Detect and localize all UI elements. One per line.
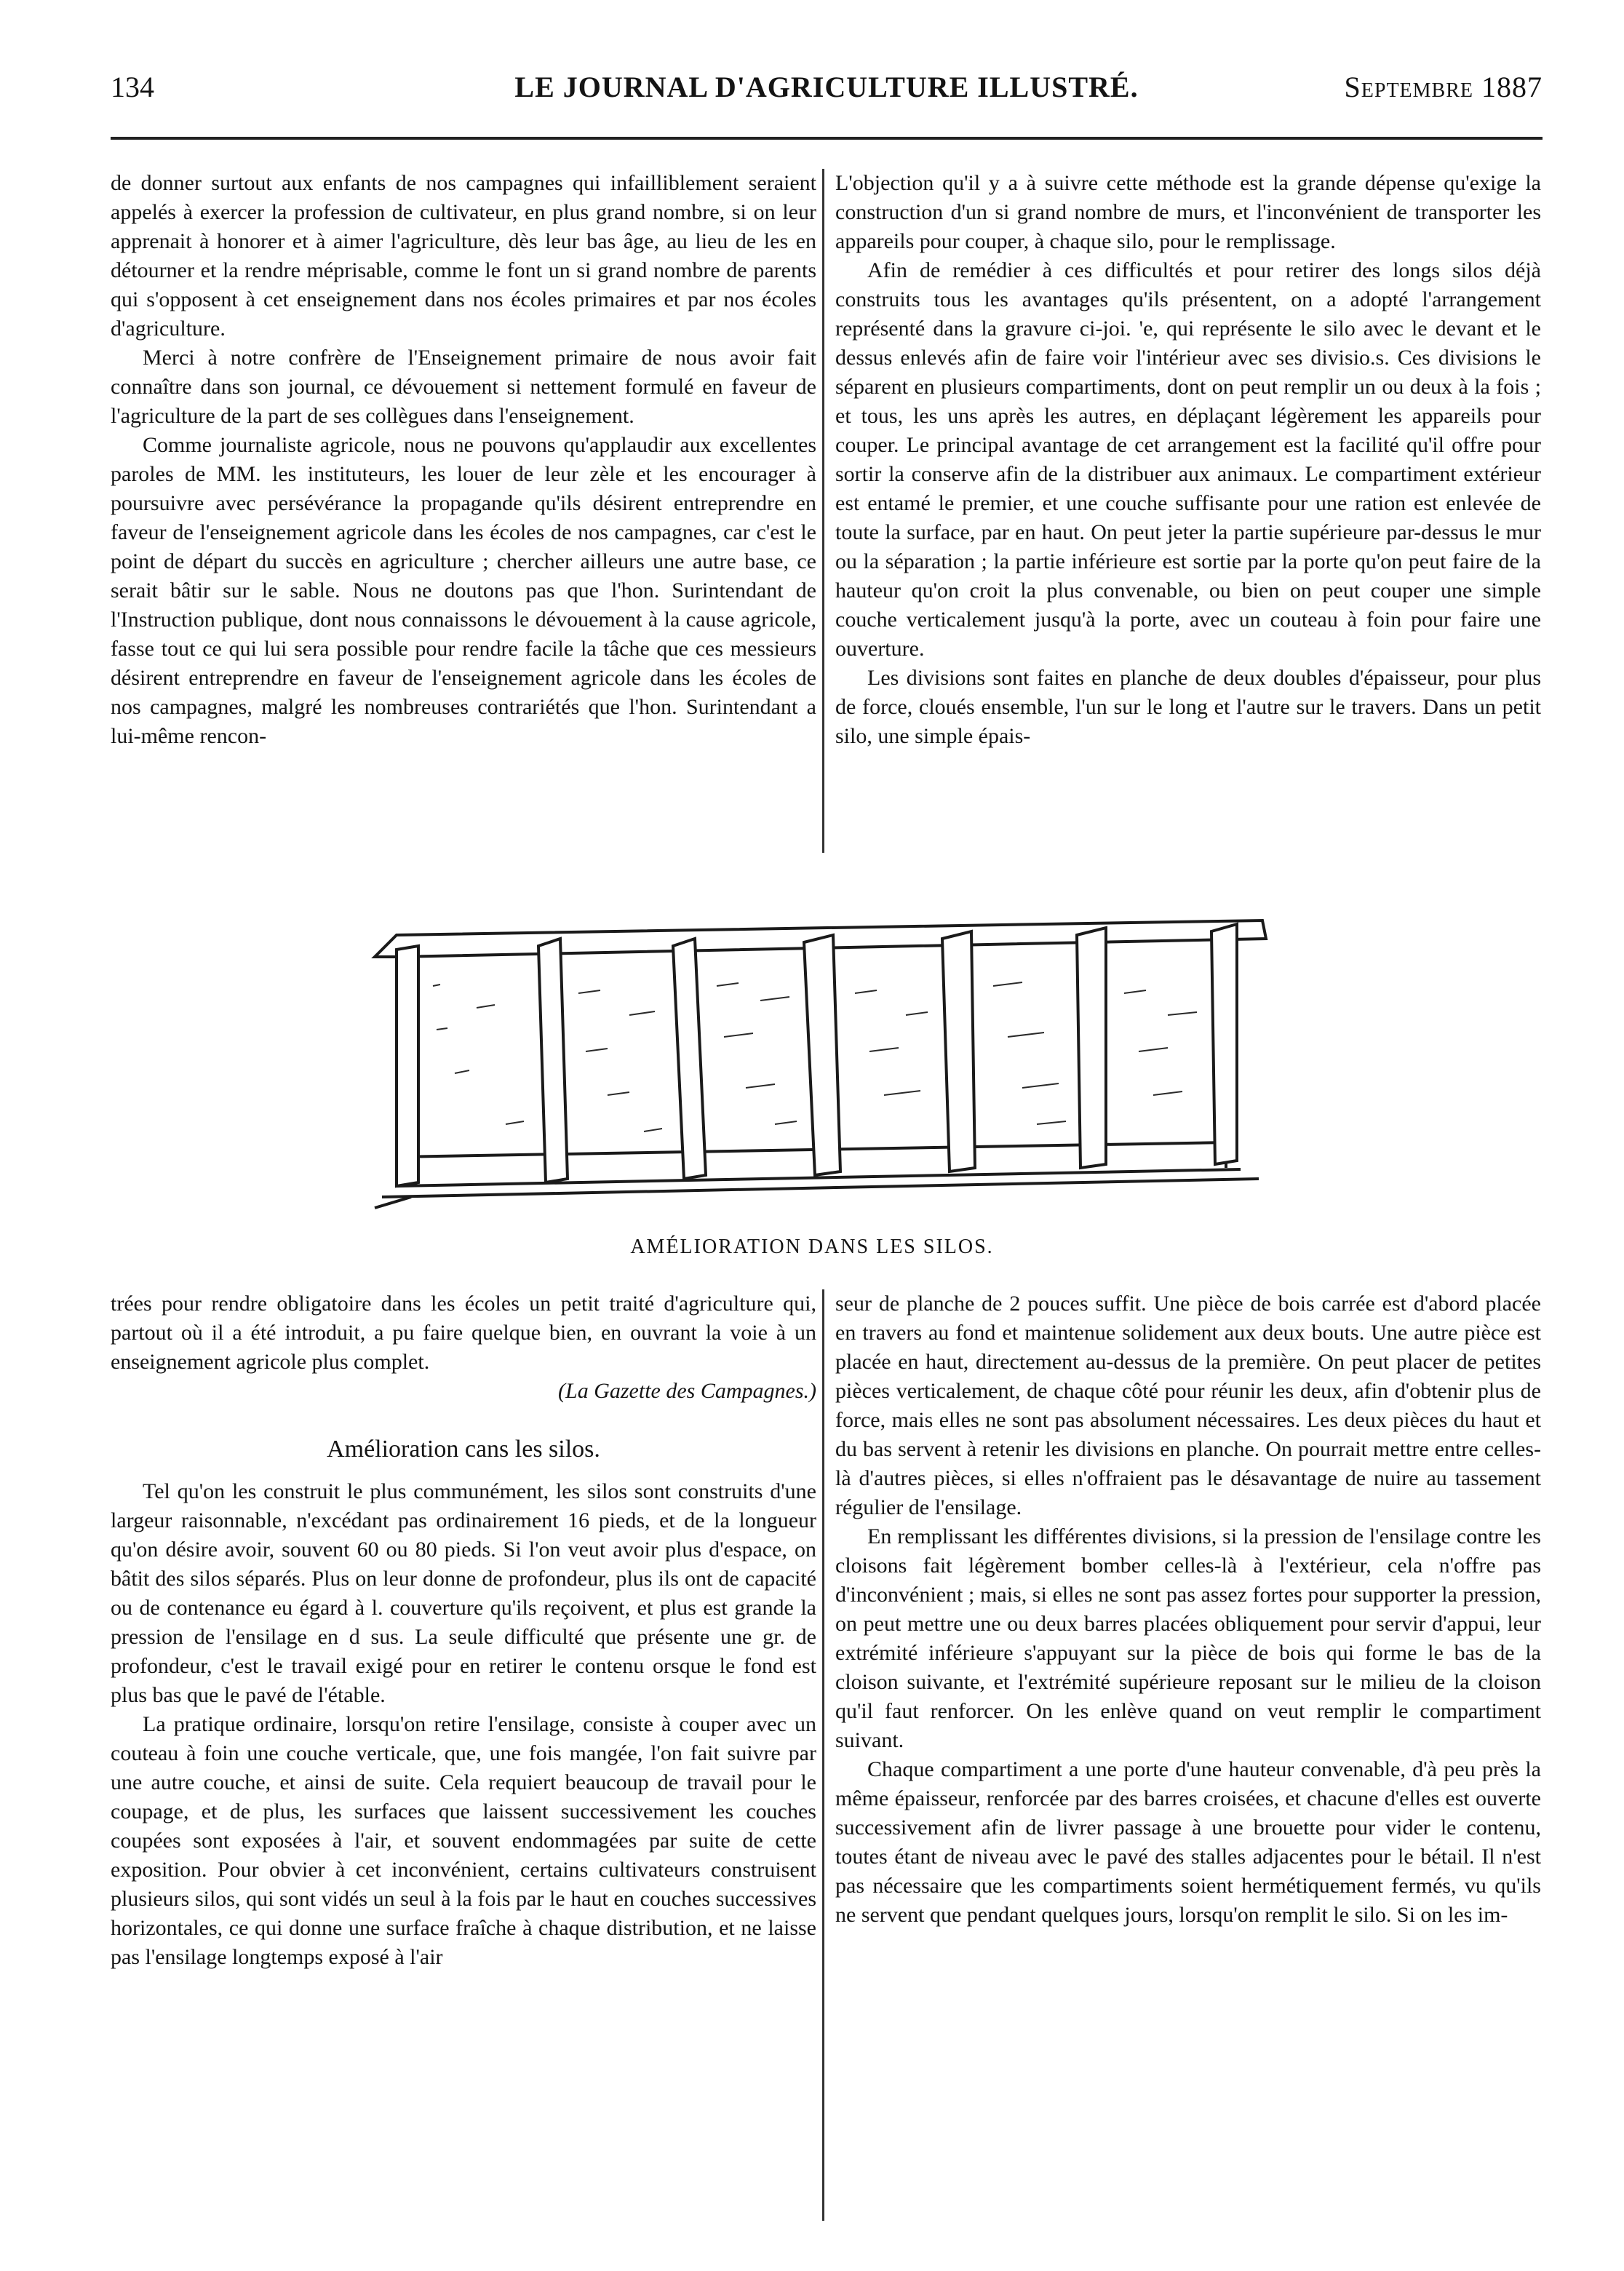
header-rule [111,137,1543,140]
top-left-column [111,169,816,751]
paragraph: seur de planche de 2 pouces suffit. Une pièce de bois carrée est d'abord placée en travers au fond et maintenue solidement aux deux bouts. Une autre pièce est placée en haut, directement au-dessus de la première. On peut placer de petites pièces verticalement, de chaque côté pour réunir les deux, afin d'obtenir plus de force, mais elles ne sont pas absolument nécessaires. Les deux pièces du haut et du bas servent à retenir les divisions en planche. On pourrait mettre entre celles-là d'autres pièces, si elles n'offraient pas le désavantage de nuire au tassement régulier de l'ensilage. [835,1292,1541,1519]
paragraph: trées pour rendre obligatoire dans les écoles un petit traité d'agriculture qui, partout où il a été introduit, a pu faire quelque bien, en ouvrant la voie à un enseignement agricole plus complet. [111,1292,816,1374]
page-number: 134 [111,71,154,103]
paragraph: En remplissant les différentes divisions, si la pression de l'ensilage contre les cloisons fait légèrement bomber celles-là à l'extérieur, cela n'offre pas d'inconvénient ; mais, si elles ne sont pas assez fortes pour supporter la pression, on peut mettre une ou deux barres placées obliquement pour servir d'appui, leur extrémité inférieure s'appuyant sur la pièce de bois qui forme le bas de la cloison suivante, et l'extrémité supérieure reposant sur le milieu de la cloison qu'il faut renforcer. On les enlève quand on veut remplir le compartiment suivant. [835,1524,1541,1752]
column-divider [822,1289,824,2221]
bottom-right-column [835,1289,1541,1930]
paragraph: de donner surtout aux enfants de nos campagnes qui infailliblement seraient appelés à exercer la profession de cultivateur, en plus grand nombre, si on leur apprenait à honorer et à aimer l'agriculture, dès leur bas âge, au lieu de les en détourner et la rendre méprisable, comme le font un si grand nombre de parents qui s'opposent à cet enseignement dans nos écoles primaires et par nos écoles d'agriculture. [111,171,816,341]
paragraph: Les divisions sont faites en planche de deux doubles d'épaisseur, pour plus de force, cloués ensemble, l'un sur le long et l'autre sur le travers. Dans un petit silo, une simple épais- [835,666,1541,748]
journal-title: LE JOURNAL D'AGRICULTURE ILLUSTRÉ. [514,71,1139,103]
paragraph: L'objection qu'il y a à suivre cette méthode est la grande dépense qu'exige la construction d'un si grand nombre de murs, et l'inconvénient de transporter les appareils pour couper, à chaque silo, pour le remplissage. [835,171,1541,253]
top-right-column [835,169,1541,751]
paragraph: Tel qu'on les construit le plus communément, les silos sont construits d'une largeur raisonnable, n'excédant pas ordinairement 16 pieds, et de la longueur qu'on désire avoir, souvent 60 ou 80 pieds. Si l'on veut avoir plus d'espace, on bâtit des silos séparés. Plus on leur donne de profondeur, plus ils ont de capacité ou de contenance eu égard à l. couverture qu'ils reçoivent, et plus est grande la pression de l'ensilage en d sus. La seule difficulté que présente une gr. de profondeur, c'est le travail exigé pour en retirer le contenu orsque le fond est plus bas que le pavé de l'étable. [111,1479,816,1707]
silo-illustration [367,906,1270,1219]
paragraph: Afin de remédier à ces difficultés et pour retirer des longs silos déjà construits tous les avantages qu'ils présentent, on a adopté l'arrangement représenté dans la gravure ci-joi. 'e, qui représente le silo avec le devant et le dessus enlevés afin de faire voir l'intérieur avec ses divisio.s. Ces divisions le séparent en plusieurs compartiments, dont on peut remplir un ou deux à la fois ; et tous, les uns après les autres, en déplaçant légèrement les appareils pour couper. Le principal avantage de cet arrangement est la facilité qu'il offre pour sortir la conserve afin de la distribuer aux animaux. Le compartiment extérieur est entamé le premier, et une couche suffisante pour une ration est enlevée de toute la surface, par en haut. On peut jeter la partie supérieure par-dessus le mur ou la séparation ; la partie inférieure est sortie par la porte qu'on peut faire de la hauteur qu'on croit la plus convenable, ou bien on peut couper une simple couche verticalement jusqu'à la porte, avec un couteau à foin pour faire une ouverture. [835,258,1541,661]
paragraph: Merci à notre confrère de l'Enseignement primaire de nous avoir fait connaître dans son journal, ce dévouement si nettement formulé en faveur de l'agriculture de la part de ses collègues dans l'enseignement. [111,346,816,428]
section-title: Amélioration cans les silos. [327,1436,600,1463]
bottom-left-column [111,1289,816,1972]
issue-date: Septembre 1887 [1344,71,1543,103]
paragraph: Comme journaliste agricole, nous ne pouvons qu'applaudir aux excellentes paroles de MM. les instituteurs, les louer de leur zèle et les encourager à poursuivre avec persévérance la propagande qu'ils désirent entreprendre en faveur de l'enseignement agricole dans les écoles de nos campagnes, car c'est le point de départ du succès en agriculture ; chercher ailleurs une autre base, ce serait bâtir sur le sable. Nous ne doutons pas que l'hon. Surintendant de l'Instruction publique, dont nous connaissons le dévouement à la cause agricole, fasse tout ce qui lui sera possible pour rendre facile la tâche que ces messieurs désirent entreprendre en faveur de l'enseignement agricole dans les écoles de nos campagnes, malgré les nombreuses contrariétés que l'hon. Surintendant a lui-même rencon- [111,433,816,748]
paragraph: La pratique ordinaire, lorsqu'on retire l'ensilage, consiste à couper avec un couteau à foin une couche verticale, que, une fois mangée, l'on fait suivre par une autre couche, et ainsi de suite. Cela requiert beaucoup de travail pour le coupage, et de plus, les surfaces que laissent successivement les couches coupées sont exposées à l'air, et souvent endommagées par suite de cette exposition. Pour obvier à cet inconvénient, certains cultivateurs construisent plusieurs silos, qui sont vidés un seul à la fois par le haut en couches successives horizontales, ce qui donne une surface fraîche à chaque distribution, et ne laisse pas l'ensilage longtemps exposé à l'air [111,1712,816,1969]
source-citation: (La Gazette des Campagnes.) [558,1379,816,1403]
paragraph: Chaque compartiment a une porte d'une hauteur convenable, d'à peu près la même épaisseur, renforcée par des barres croisées, et chacune d'elles est ouverte successivement afin de livrer passage à une brouette pour vider le contenu, toutes étant de niveau avec le pavé des stalles adjacentes pour le bétail. Il n'est pas nécessaire que les compartiments soient hermétiquement fermés, vu qu'ils ne servent que pendant quelques jours, lorsqu'on remplit le silo. Si on les im- [835,1757,1541,1927]
figure-caption: AMÉLIORATION DANS LES SILOS. [630,1236,994,1258]
column-divider [822,169,824,853]
page-header [111,70,1543,111]
